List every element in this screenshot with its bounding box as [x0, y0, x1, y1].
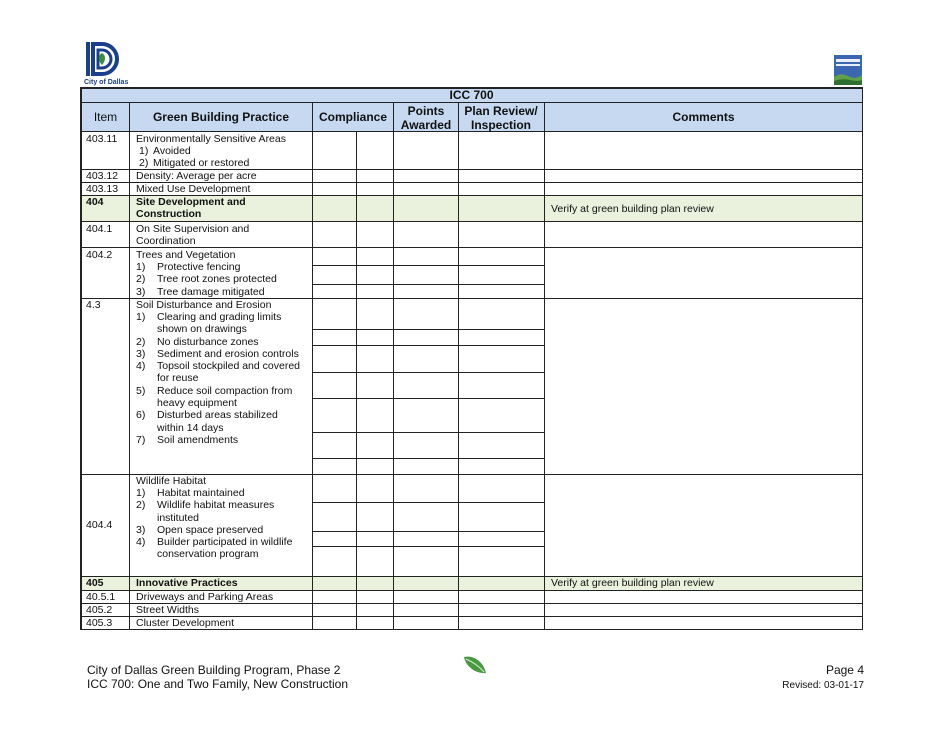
list-item [139, 157, 249, 169]
list-item [136, 422, 300, 434]
col-header-compliance: Compliance [318, 110, 387, 124]
list-item [136, 372, 300, 384]
list-number: 2) [136, 335, 146, 348]
item-404: 404 [86, 196, 104, 208]
practice-list-4-3 [136, 311, 300, 446]
item-403-13: 403.13 [86, 183, 119, 195]
table-title: ICC 700 [449, 88, 494, 102]
list-item [136, 397, 300, 409]
list-item [136, 286, 277, 298]
comment-405: Verify at green building plan review [551, 577, 714, 589]
col-header-comments: Comments [672, 110, 735, 124]
list-text: Avoided [153, 145, 191, 157]
col-line-compliance [393, 102, 394, 630]
list-item [136, 336, 300, 348]
list-text: Reduce soil compaction from [157, 384, 293, 397]
practice-404-line1: Site Development and [136, 196, 246, 208]
item-405-3: 405.3 [86, 617, 113, 629]
list-text: within 14 days [157, 421, 224, 434]
list-number: 3) [136, 347, 146, 360]
subrule-404-4-b [312, 531, 544, 532]
item-405-2: 405.2 [86, 604, 113, 616]
list-number: 5) [136, 384, 146, 397]
dallas-d-icon [84, 40, 120, 78]
practice-403-11: Environmentally Sensitive Areas [136, 133, 286, 145]
seal-icon [834, 55, 862, 85]
practice-404-1-line2: Coordination [136, 235, 196, 247]
list-text: No disturbance zones [157, 335, 259, 348]
list-text: Protective fencing [157, 261, 241, 273]
subrule-4-3-a [312, 329, 544, 330]
practice-403-13: Mixed Use Development [136, 183, 251, 195]
practice-40-5-1: Driveways and Parking Areas [136, 591, 274, 603]
practice-405-2: Street Widths [136, 604, 200, 616]
list-number [136, 548, 157, 560]
comment-404: Verify at green building plan review [551, 203, 714, 215]
footer-page-number: Page 4 [825, 663, 864, 677]
item-405: 405 [86, 577, 104, 589]
list-number: 1) [136, 261, 146, 273]
list-item [136, 409, 300, 421]
footer-revised-date: Revised: 03-01-17 [782, 680, 864, 691]
subrule-4-3-c [312, 372, 544, 373]
rule-title [80, 102, 863, 103]
list-text: Disturbed areas stabilized [157, 409, 278, 422]
list-item [136, 524, 292, 536]
list-text: heavy equipment [157, 397, 237, 410]
footer-program-line: City of Dallas Green Building Program, Phase 2 [87, 663, 341, 677]
col-line-item [129, 102, 130, 630]
list-number: 3) [136, 285, 146, 298]
col-line-practice [312, 102, 313, 630]
list-item [136, 512, 292, 524]
subrule-4-3-d [312, 398, 544, 399]
list-number: 4) [136, 360, 146, 373]
list-text: Open space preserved [157, 523, 264, 536]
list-item [136, 348, 300, 360]
col-header-plan-review: Plan Review/ Inspection [464, 104, 538, 132]
item-404-1: 404.1 [86, 223, 113, 235]
col-line-points [458, 102, 459, 630]
icc700-checklist-table [80, 87, 863, 630]
practice-404-4: Wildlife Habitat [136, 475, 207, 487]
item-403-11: 403.11 [86, 133, 118, 145]
list-text: Builder participated in wildlife [157, 536, 293, 549]
list-text: instituted [157, 511, 200, 524]
practice-404-1-line1: On Site Supervision and [136, 223, 250, 235]
list-text: Topsoil stockpiled and covered [157, 360, 301, 373]
col-line-compliance-split [356, 131, 357, 630]
list-number [136, 422, 157, 434]
list-number [136, 323, 157, 335]
list-text: Wildlife habitat measures [157, 499, 275, 512]
list-item [136, 487, 292, 499]
list-text: Clearing and grading limits [157, 311, 282, 323]
list-number: 1) [139, 145, 149, 157]
list-number: 4) [136, 536, 146, 549]
item-40-5-1: 40.5.1 [86, 591, 116, 603]
subrule-404-4-c [312, 546, 544, 547]
footer-code-line: ICC 700: One and Two Family, New Construction [87, 677, 348, 691]
list-item [136, 548, 292, 560]
subrule-404-2-b [312, 284, 544, 285]
item-404-2: 404.2 [86, 249, 113, 261]
list-number: 2) [136, 273, 146, 286]
list-item [136, 385, 300, 397]
list-item [136, 434, 300, 446]
list-number: 2) [139, 157, 149, 170]
list-number: 2) [136, 499, 146, 512]
list-item [136, 311, 300, 323]
leaf-icon [462, 654, 488, 676]
practice-404-line2: Construction [136, 208, 202, 220]
list-text: conservation program [157, 548, 259, 561]
list-item [136, 360, 300, 372]
subrule-4-3-f [312, 458, 544, 459]
practice-4-3: Soil Disturbance and Erosion [136, 299, 272, 311]
list-text: Sediment and erosion controls [157, 347, 299, 360]
list-text: Habitat maintained [157, 487, 245, 499]
item-403-12: 403.12 [86, 170, 119, 182]
practice-404-2: Trees and Vegetation [136, 249, 236, 261]
list-number: 3) [136, 523, 146, 536]
practice-405-3: Cluster Development [136, 617, 235, 629]
list-item [136, 499, 292, 511]
leaf-graphic [462, 654, 488, 676]
practice-list-404-4 [136, 487, 292, 561]
col-line-plan-review [544, 102, 545, 630]
item-4-3: 4.3 [86, 299, 101, 311]
practice-403-12: Density: Average per acre [136, 170, 257, 182]
list-item [136, 261, 277, 273]
list-text: for reuse [157, 372, 199, 385]
list-item [139, 145, 249, 157]
list-number: 1) [136, 487, 146, 499]
list-number: 6) [136, 409, 146, 422]
list-text: Mitigated or restored [153, 157, 250, 170]
rule-404-1 [80, 247, 863, 248]
list-item [136, 536, 292, 548]
subrule-4-3-b [312, 345, 544, 346]
list-text: shown on drawings [157, 323, 247, 336]
subrule-4-3-e [312, 432, 544, 433]
logo-caption: City of Dallas [84, 79, 129, 86]
col-header-item: Item [93, 110, 118, 124]
list-number [136, 512, 157, 524]
list-text: Soil amendments [157, 433, 239, 446]
list-item [136, 323, 300, 335]
practice-list-404-2 [136, 261, 277, 298]
list-number: 7) [136, 433, 146, 446]
col-header-points: Points Awarded [400, 104, 452, 132]
list-number [136, 372, 157, 384]
list-text: Tree damage mitigated [157, 285, 265, 298]
list-text: Tree root zones protected [157, 273, 277, 286]
green-building-seal [834, 55, 862, 85]
list-number [136, 397, 157, 409]
list-number: 1) [136, 311, 146, 323]
subrule-404-4-a [312, 502, 544, 503]
col-header-practice: Green Building Practice [152, 110, 290, 124]
practice-405: Innovative Practices [136, 577, 238, 589]
item-404-4: 404.4 [86, 519, 113, 531]
list-item [136, 273, 277, 285]
practice-list-403-11 [139, 145, 249, 170]
rule-404 [80, 221, 863, 222]
subrule-404-2-a [312, 265, 544, 266]
